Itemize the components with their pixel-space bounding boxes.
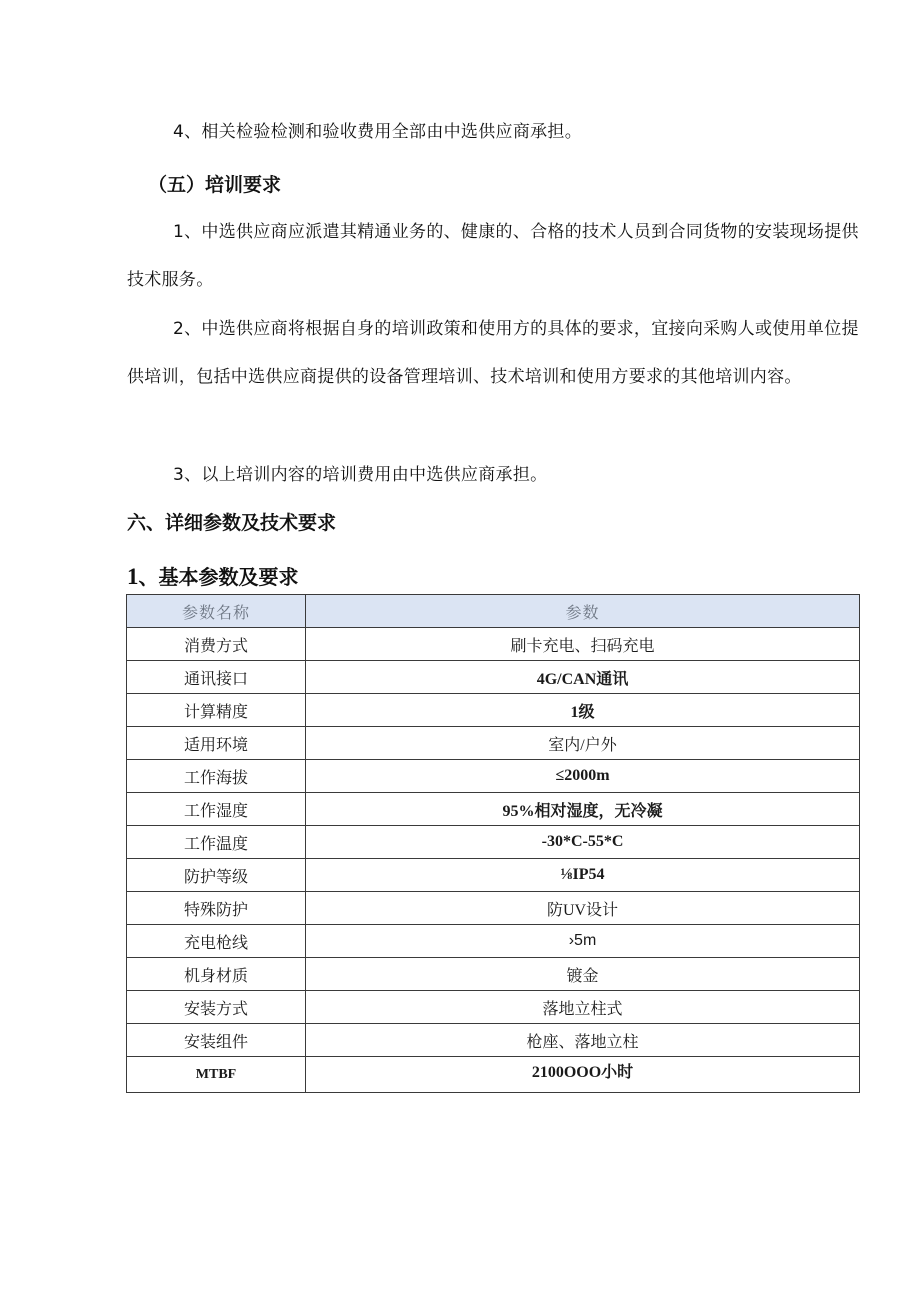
param-name-cell: 防护等级: [127, 859, 306, 892]
param-value-cell: 落地立柱式: [306, 991, 860, 1024]
param-name-cell: 工作温度: [127, 826, 306, 859]
param-value-cell: ›5m: [306, 925, 860, 958]
param-name-cell: 适用环境: [127, 727, 306, 760]
param-value-cell: 防UV设计: [306, 892, 860, 925]
paragraph-acceptance-fees: 4、相关检验检测和验收费用全部由中选供应商承担。: [173, 122, 583, 142]
param-value-cell: 4G/CAN通讯: [306, 661, 860, 694]
param-name-cell: 特殊防护: [127, 892, 306, 925]
table-row: [127, 925, 860, 958]
table-row: [127, 727, 860, 760]
param-value-cell: 室内/户外: [306, 727, 860, 760]
param-name-cell: 工作湿度: [127, 793, 306, 826]
section-heading-parameters: 六、详细参数及技术要求: [127, 512, 337, 534]
paragraph-training-2: 2、中选供应商将根据自身的培训政策和使用方的具体的要求，宜接向采购人或使用单位提供培训，包括中选供应商提供的设备管理培训、技术培训和使用方要求的其他培训内容。: [127, 319, 859, 387]
table-row: [127, 694, 860, 727]
param-name-cell: 计算精度: [127, 694, 306, 727]
section-heading-training: （五）培训要求: [148, 174, 282, 196]
table-row: [127, 793, 860, 826]
table-row: [127, 991, 860, 1024]
param-name-cell: 安装方式: [127, 991, 306, 1024]
header-param-value: 参数: [306, 595, 860, 628]
table-heading: [127, 562, 299, 592]
param-value-cell: 2100OOO小时: [306, 1057, 860, 1093]
paragraph-training-1: 1、中选供应商应派遣其精通业务的、健康的、合格的技术人员到合同货物的安装现场提供技术服务。: [127, 222, 859, 290]
param-value-cell: 1级: [306, 694, 860, 727]
param-value-cell: 95%相对湿度，无冷凝: [306, 793, 860, 826]
table-row: [127, 628, 860, 661]
param-name-cell: 充电枪线: [127, 925, 306, 958]
table-heading-text: 、基本参数及要求: [138, 565, 299, 589]
table-row: [127, 1057, 860, 1093]
param-name-cell: 消费方式: [127, 628, 306, 661]
param-value-cell: 枪座、落地立柱: [306, 1024, 860, 1057]
param-value-cell: 刷卡充电、扫码充电: [306, 628, 860, 661]
table-row: [127, 760, 860, 793]
table-heading-number: 1: [127, 564, 139, 589]
table-row: [127, 892, 860, 925]
param-value-cell: 镀金: [306, 958, 860, 991]
table-row: [127, 859, 860, 892]
header-param-name: 参数名称: [127, 595, 306, 628]
table-row: [127, 661, 860, 694]
param-name-cell: MTBF: [127, 1057, 306, 1093]
param-name-cell: 通讯接口: [127, 661, 306, 694]
table-row: [127, 958, 860, 991]
param-value-cell: -30*C-55*C: [306, 826, 860, 859]
table-row: [127, 1024, 860, 1057]
param-value-cell: ≤2000m: [306, 760, 860, 793]
param-name-cell: 机身材质: [127, 958, 306, 991]
parameters-table: [126, 594, 860, 1093]
param-name-cell: 安装组件: [127, 1024, 306, 1057]
param-value-cell: ⅛IP54: [306, 859, 860, 892]
table-row: [127, 826, 860, 859]
table-header-row: [127, 595, 860, 628]
paragraph-training-3: 3、以上培训内容的培训费用由中选供应商承担。: [173, 465, 548, 485]
param-name-cell: 工作海拔: [127, 760, 306, 793]
